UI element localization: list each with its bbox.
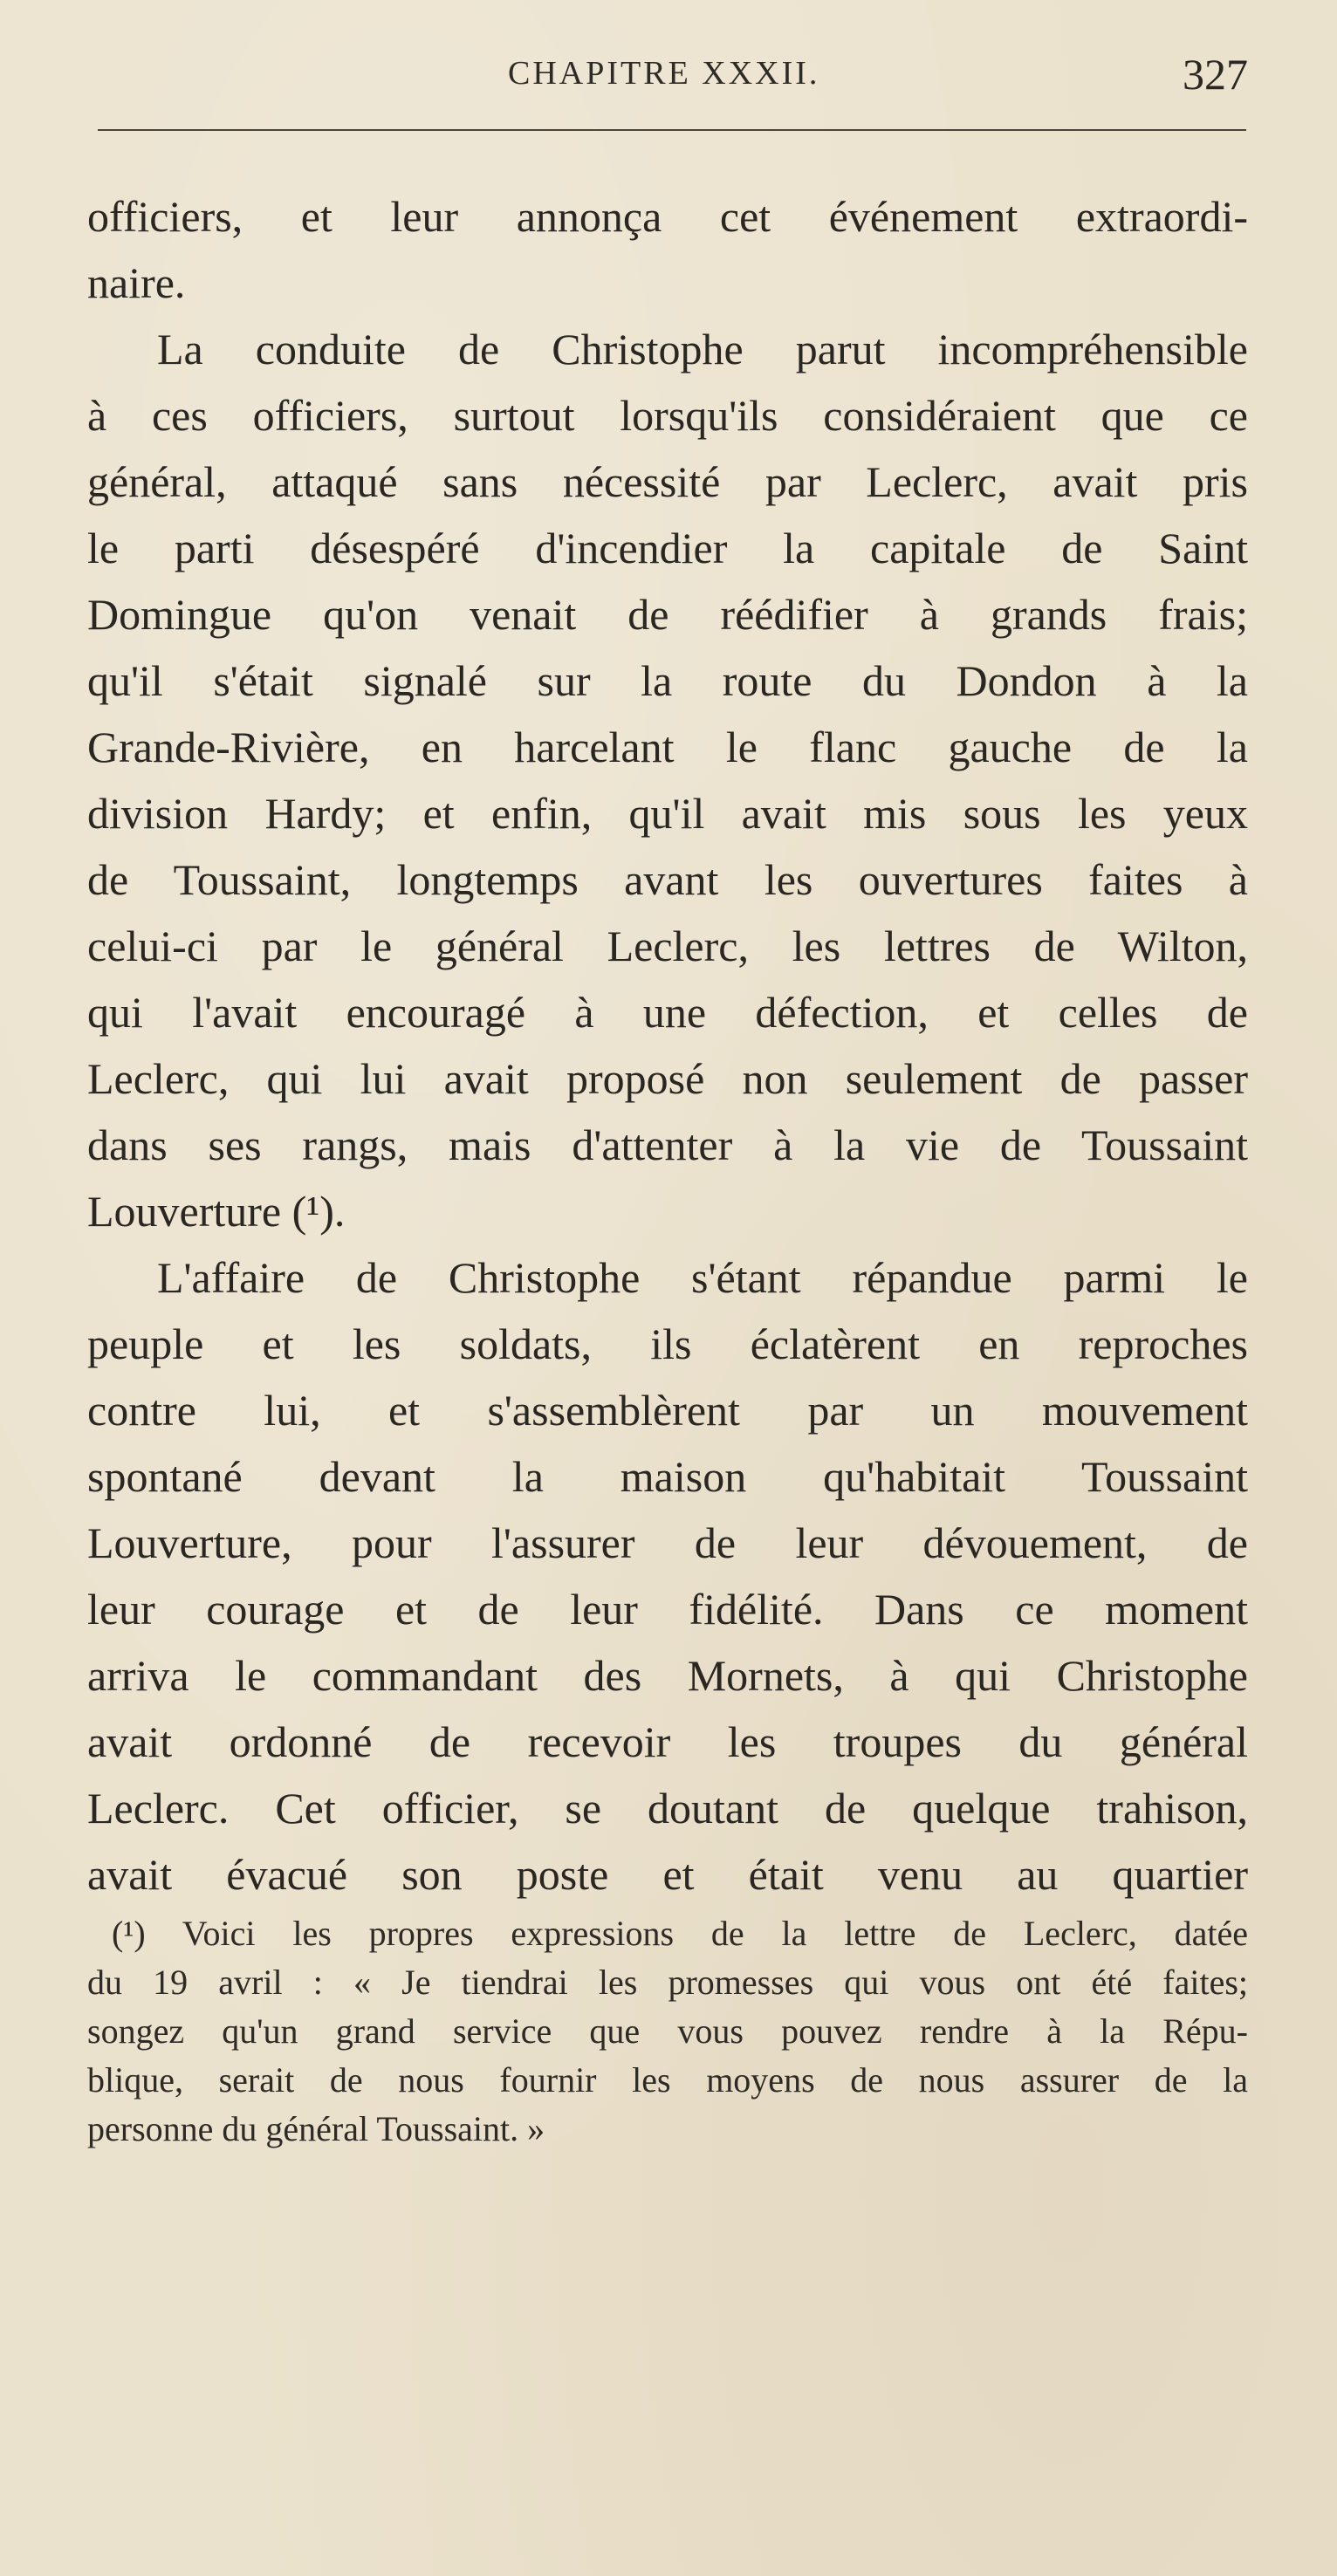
- footnote-line: personne du général Toussaint. »: [87, 2109, 545, 2148]
- text-line: Grande-Rivière, en harcelant le flanc gauche de la: [87, 723, 1248, 771]
- body-text: [87, 183, 1248, 1908]
- text-line: le parti désespéré d'incendier la capitale de Saint: [87, 524, 1248, 572]
- text-line: à ces officiers, surtout lorsqu'ils considéraient que ce: [87, 391, 1248, 440]
- text-line: avait ordonné de recevoir les troupes du général: [87, 1717, 1248, 1766]
- text-line: de Toussaint, longtemps avant les ouvertures faites à: [87, 855, 1248, 904]
- page-number: 327: [1183, 50, 1248, 99]
- footnote-line: blique, serait de nous fournir les moyens de nous assurer de la: [87, 2060, 1248, 2100]
- footnote-line: songez qu'un grand service que vous pouvez rendre à la Répu-: [87, 2011, 1248, 2051]
- text-line: Leclerc. Cet officier, se doutant de quelque trahison,: [87, 1784, 1248, 1833]
- running-title: CHAPITRE XXXII.: [508, 55, 820, 92]
- text-line: arriva le commandant des Mornets, à qui Christophe: [87, 1651, 1248, 1700]
- text-line: officiers, et leur annonça cet événement extraordi-: [87, 192, 1248, 241]
- text-line: Domingue qu'on venait de réédifier à grands frais;: [87, 590, 1248, 639]
- text-line: Louverture (¹).: [87, 1187, 346, 1236]
- text-line: La conduite de Christophe parut incompréhensible: [157, 325, 1248, 373]
- text-line: Louverture, pour l'assurer de leur dévouement, de: [87, 1518, 1248, 1567]
- text-line: contre lui, et s'assemblèrent par un mouvement: [87, 1386, 1248, 1435]
- text-line: celui-ci par le général Leclerc, les lettres de Wilton,: [87, 921, 1248, 970]
- text-line: L'affaire de Christophe s'étant répandue parmi le: [157, 1253, 1248, 1302]
- text-line: spontané devant la maison qu'habitait Toussaint: [87, 1452, 1248, 1501]
- page-header: [87, 51, 1248, 112]
- text-line: général, attaqué sans nécessité par Leclerc, avait pris: [87, 457, 1248, 506]
- footnote-line: (¹) Voici les propres expressions de la lettre de Leclerc, datée: [112, 1914, 1248, 1953]
- header-rule: [98, 129, 1246, 131]
- text-line: qui l'avait encouragé à une défection, et celles de: [87, 988, 1248, 1037]
- text-line: dans ses rangs, mais d'attenter à la vie de Toussaint: [87, 1120, 1248, 1169]
- text-line: leur courage et de leur fidélité. Dans ce moment: [87, 1585, 1248, 1634]
- footnote: [87, 1909, 1248, 2154]
- text-line: Leclerc, qui lui avait proposé non seulement de passer: [87, 1054, 1248, 1103]
- text-line: qu'il s'était signalé sur la route du Dondon à la: [87, 656, 1248, 705]
- text-line: peuple et les soldats, ils éclatèrent en reproches: [87, 1319, 1248, 1368]
- text-line: division Hardy; et enfin, qu'il avait mis sous les yeux: [87, 789, 1248, 838]
- text-line: naire.: [87, 258, 186, 307]
- text-line: avait évacué son poste et était venu au quartier: [87, 1850, 1248, 1899]
- footnote-line: du 19 avril : « Je tiendrai les promesses qui vous ont été faites;: [87, 1963, 1248, 2002]
